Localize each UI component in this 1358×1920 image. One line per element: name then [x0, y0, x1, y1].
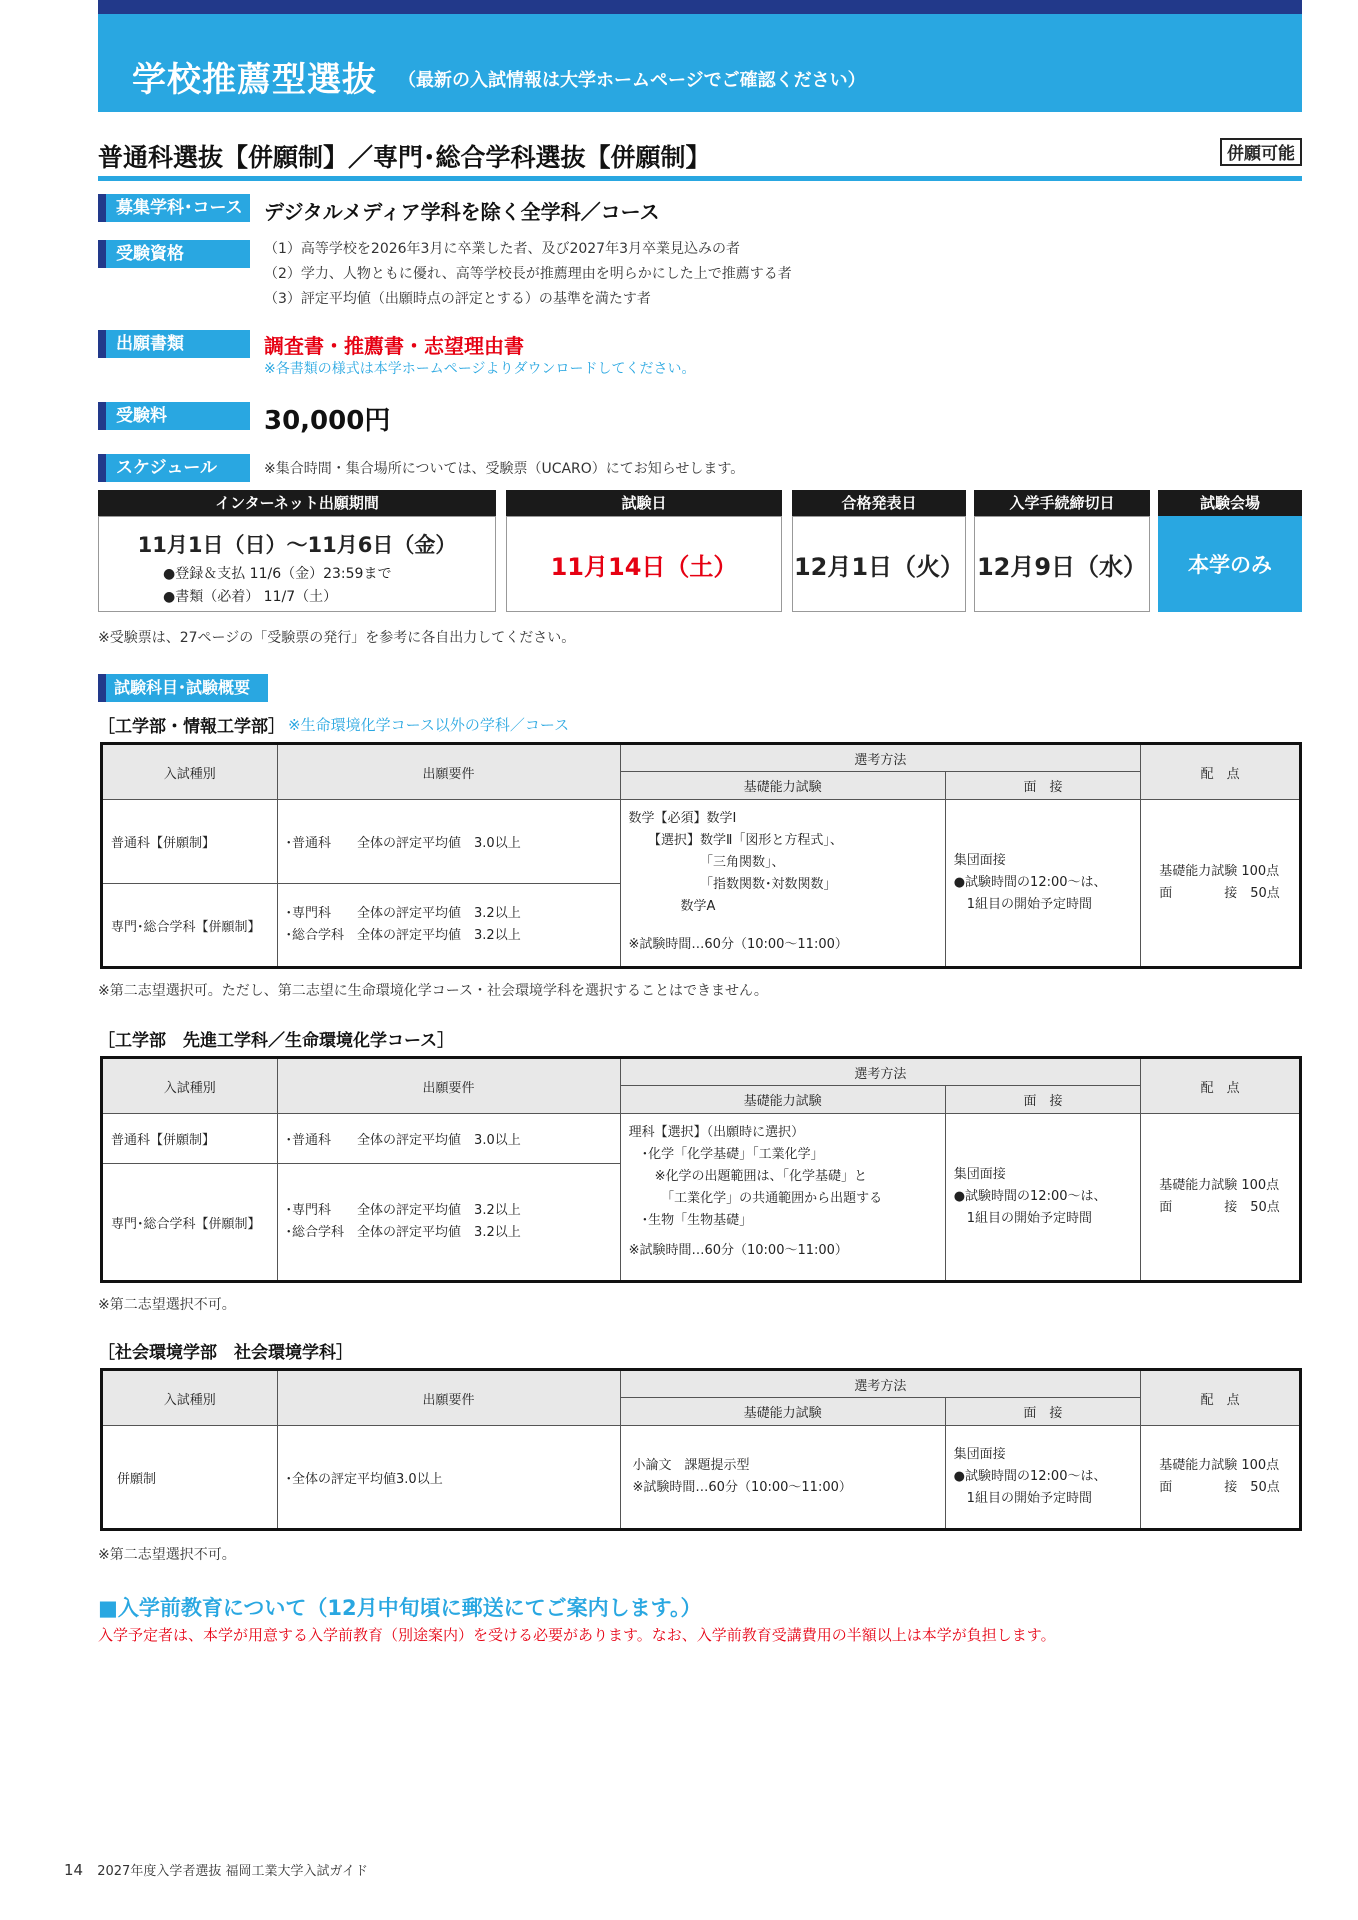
section-rule: [98, 176, 1302, 181]
table1-row1-type: 普通科【併願制】: [102, 800, 278, 884]
exam-date-head: 試験日: [506, 490, 782, 516]
internet-bullet-1: ●登録＆支払 11/6（金）23:59まで: [163, 566, 392, 582]
score-line: 基礎能力試験 100点: [1159, 1458, 1280, 1473]
interview-line: ●試験時間の12:00～は、: [953, 1469, 1107, 1484]
table1-note: ※第二志望選択可。ただし、第二志望に生命環境化学コース・社会環境学科を選択することはできません。: [98, 983, 768, 999]
result-date: 12月1日（火）: [793, 552, 965, 581]
table1-interview: [945, 800, 1141, 968]
interview-line: ●試験時間の12:00～は、: [953, 1189, 1107, 1204]
table2-row1-req: ･普通科 全体の評定平均値 3.0以上: [277, 1114, 620, 1164]
th-basic: 基礎能力試験: [620, 1398, 945, 1426]
fee-value: 30,000円: [264, 406, 391, 436]
table1-basic-line: 「指数関数･対数関数」: [628, 877, 837, 892]
footer-text: 2027年度入学者選抜 福岡工業大学入試ガイド: [97, 1864, 369, 1879]
page-title: 学校推薦型選抜: [132, 60, 377, 100]
table3-score: [1141, 1426, 1301, 1530]
th-score: 配 点: [1141, 1370, 1301, 1426]
score-line: 基礎能力試験 100点: [1159, 864, 1280, 879]
table2-title: ［工学部 先進工学科／生命環境化学コース］: [98, 1031, 455, 1051]
table3-title: ［社会環境学部 社会環境学科］: [98, 1343, 353, 1363]
dept-value: デジタルメディア学科を除く全学科／コース: [264, 200, 660, 224]
table1-basic-line: 数学【必須】数学Ⅰ: [628, 811, 737, 826]
table3-note: ※第二志望選択不可。: [98, 1547, 236, 1563]
qual-line-2: （2）学力、人物ともに優れ、高等学校長が推薦理由を明らかにした上で推薦する者: [264, 266, 792, 282]
table1-basic-line: 【選択】数学Ⅱ「図形と方程式」、: [628, 833, 843, 848]
interview-line: ●試験時間の12:00～は、: [953, 875, 1107, 890]
th-basic: 基礎能力試験: [620, 772, 945, 800]
table3-basic-time: ※試験時間…60分（10:00～11:00）: [632, 1480, 852, 1495]
procedure-date: 12月9日（水）: [976, 552, 1148, 581]
interview-line: 1組目の開始予定時間: [953, 897, 1092, 912]
table1-title: ［工学部・情報工学部］: [98, 717, 285, 737]
th-basic: 基礎能力試験: [620, 1086, 945, 1114]
table2-score: [1141, 1114, 1301, 1282]
th-score: 配 点: [1141, 744, 1301, 800]
schedule-label: スケジュール: [98, 454, 250, 482]
exam-date-box: [506, 516, 782, 612]
table3-basic-line: 小論文 課題提示型: [632, 1458, 750, 1473]
table2-basic-line: ･化学「化学基礎」「工業化学」: [628, 1147, 824, 1162]
score-line: 基礎能力試験 100点: [1159, 1178, 1280, 1193]
table2-basic-line: ･生物「生物基礎」: [628, 1213, 753, 1228]
table2-note: ※第二志望選択不可。: [98, 1297, 236, 1313]
table2-interview: [945, 1114, 1141, 1282]
th-method: 選考方法: [620, 1058, 1141, 1086]
internet-period-date: 11月1日（日）～11月6日（金）: [137, 533, 457, 557]
table3: [100, 1368, 1302, 1531]
table1-row1-req: ･普通科 全体の評定平均値 3.0以上: [277, 800, 620, 884]
page-number: 14: [64, 1861, 84, 1879]
table3-basic: [620, 1426, 945, 1530]
req-line: ･専門科 全体の評定平均値 3.2以上: [285, 906, 521, 921]
table2-row1-type: 普通科【併願制】: [102, 1114, 278, 1164]
table2-basic-line: ※化学の出題範囲は、「化学基礎」と: [628, 1169, 867, 1184]
th-method: 選考方法: [620, 1370, 1141, 1398]
score-line: 面 接 50点: [1159, 886, 1280, 901]
th-req: 出願要件: [277, 1370, 620, 1426]
internet-bullet-2: ●書類（必着） 11/7（土）: [163, 589, 338, 605]
interview-line: 1組目の開始予定時間: [953, 1211, 1092, 1226]
docs-note: ※各書類の様式は本学ホームページよりダウンロードしてください。: [264, 361, 696, 377]
table1-basic-time: ※試験時間…60分（10:00～11:00）: [628, 937, 848, 952]
status-badge: 併願可能: [1220, 138, 1302, 166]
interview-line: 集団面接: [953, 853, 1006, 868]
table3-interview: [945, 1426, 1141, 1530]
th-interview: 面 接: [945, 1086, 1141, 1114]
table1-row2-req: [277, 884, 620, 968]
top-navy-bar: [98, 0, 1302, 14]
interview-line: 集団面接: [953, 1447, 1006, 1462]
table3-row1-type: 併願制: [102, 1426, 278, 1530]
th-score: 配 点: [1141, 1058, 1301, 1114]
pre-enrollment-title: ■入学前教育について（12月中旬頃に郵送にてご案内します。）: [98, 1596, 702, 1620]
th-req: 出願要件: [277, 744, 620, 800]
table1-title-note: ※生命環境化学コース以外の学科／コース: [288, 716, 570, 734]
req-line: ･総合学科 全体の評定平均値 3.2以上: [285, 928, 521, 943]
table1-basic: [620, 800, 945, 968]
table2-basic-line: 理科【選択】（出願時に選択）: [628, 1125, 805, 1140]
table2-basic-line: 「工業化学」の共通範囲から出題する: [628, 1191, 883, 1206]
req-line: ･専門科 全体の評定平均値 3.2以上: [285, 1203, 521, 1218]
th-interview: 面 接: [945, 772, 1141, 800]
table1-row2-type: 専門･総合学科【併願制】: [102, 884, 278, 968]
interview-line: 集団面接: [953, 1167, 1006, 1182]
docs-value: 調査書・推薦書・志望理由書: [264, 334, 524, 358]
score-line: 面 接 50点: [1159, 1200, 1280, 1215]
internet-period-box: [98, 516, 496, 612]
qual-line-1: （1）高等学校を2026年3月に卒業した者、及び2027年3月卒業見込みの者: [264, 241, 740, 257]
th-type: 入試種別: [102, 1058, 278, 1114]
venue-head: 試験会場: [1158, 490, 1302, 516]
result-date-head: 合格発表日: [792, 490, 966, 516]
fee-label: 受験料: [98, 402, 250, 430]
th-method: 選考方法: [620, 744, 1141, 772]
table3-row1-req: ･全体の評定平均値3.0以上: [277, 1426, 620, 1530]
table2-row2-req: [277, 1164, 620, 1282]
result-date-box: [792, 516, 966, 612]
table2-basic: [620, 1114, 945, 1282]
th-req: 出願要件: [277, 1058, 620, 1114]
venue-box: [1158, 516, 1302, 612]
qual-line-3: （3）評定平均値（出願時点の評定とする）の基準を満たす者: [264, 291, 651, 307]
procedure-date-head: 入学手続締切日: [974, 490, 1150, 516]
table1-basic-line: 「三角関数」、: [628, 855, 785, 870]
exam-overview-label: 試験科目･試験概要: [98, 674, 268, 702]
venue-value: 本学のみ: [1188, 553, 1272, 577]
req-line: ･総合学科 全体の評定平均値 3.2以上: [285, 1225, 521, 1240]
dept-label: 募集学科･コース: [98, 194, 250, 222]
page-footer: [64, 1860, 368, 1879]
schedule-footnote: ※受験票は、27ページの「受験票の発行」を参考に各自出力してください。: [98, 630, 576, 646]
table2: [100, 1056, 1302, 1283]
exam-date: 11月14日（土）: [550, 552, 738, 581]
qual-label: 受験資格: [98, 240, 250, 268]
pre-enrollment-text: 入学予定者は、本学が用意する入学前教育（別途案内）を受ける必要があります。なお、入学前教育受講費用の半額以上は本学が負担します。: [98, 1626, 1056, 1644]
score-line: 面 接 50点: [1159, 1480, 1280, 1495]
procedure-date-box: [974, 516, 1150, 612]
schedule-note: ※集合時間・集合場所については、受験票（UCARO）にてお知らせします。: [264, 461, 745, 477]
table1-basic-line: 数学A: [628, 899, 716, 914]
th-type: 入試種別: [102, 1370, 278, 1426]
interview-line: 1組目の開始予定時間: [953, 1491, 1092, 1506]
section-title: 普通科選抜【併願制】／専門･総合学科選抜【併願制】: [98, 143, 711, 172]
docs-label: 出願書類: [98, 330, 250, 358]
table1: [100, 742, 1302, 969]
table2-row2-type: 専門･総合学科【併願制】: [102, 1164, 278, 1282]
table1-score: [1141, 800, 1301, 968]
table2-basic-time: ※試験時間…60分（10:00～11:00）: [628, 1243, 848, 1258]
th-interview: 面 接: [945, 1398, 1141, 1426]
internet-period-head: インターネット出願期間: [98, 490, 496, 516]
page-subtitle: （最新の入試情報は大学ホームページでご確認ください）: [398, 70, 866, 91]
th-type: 入試種別: [102, 744, 278, 800]
